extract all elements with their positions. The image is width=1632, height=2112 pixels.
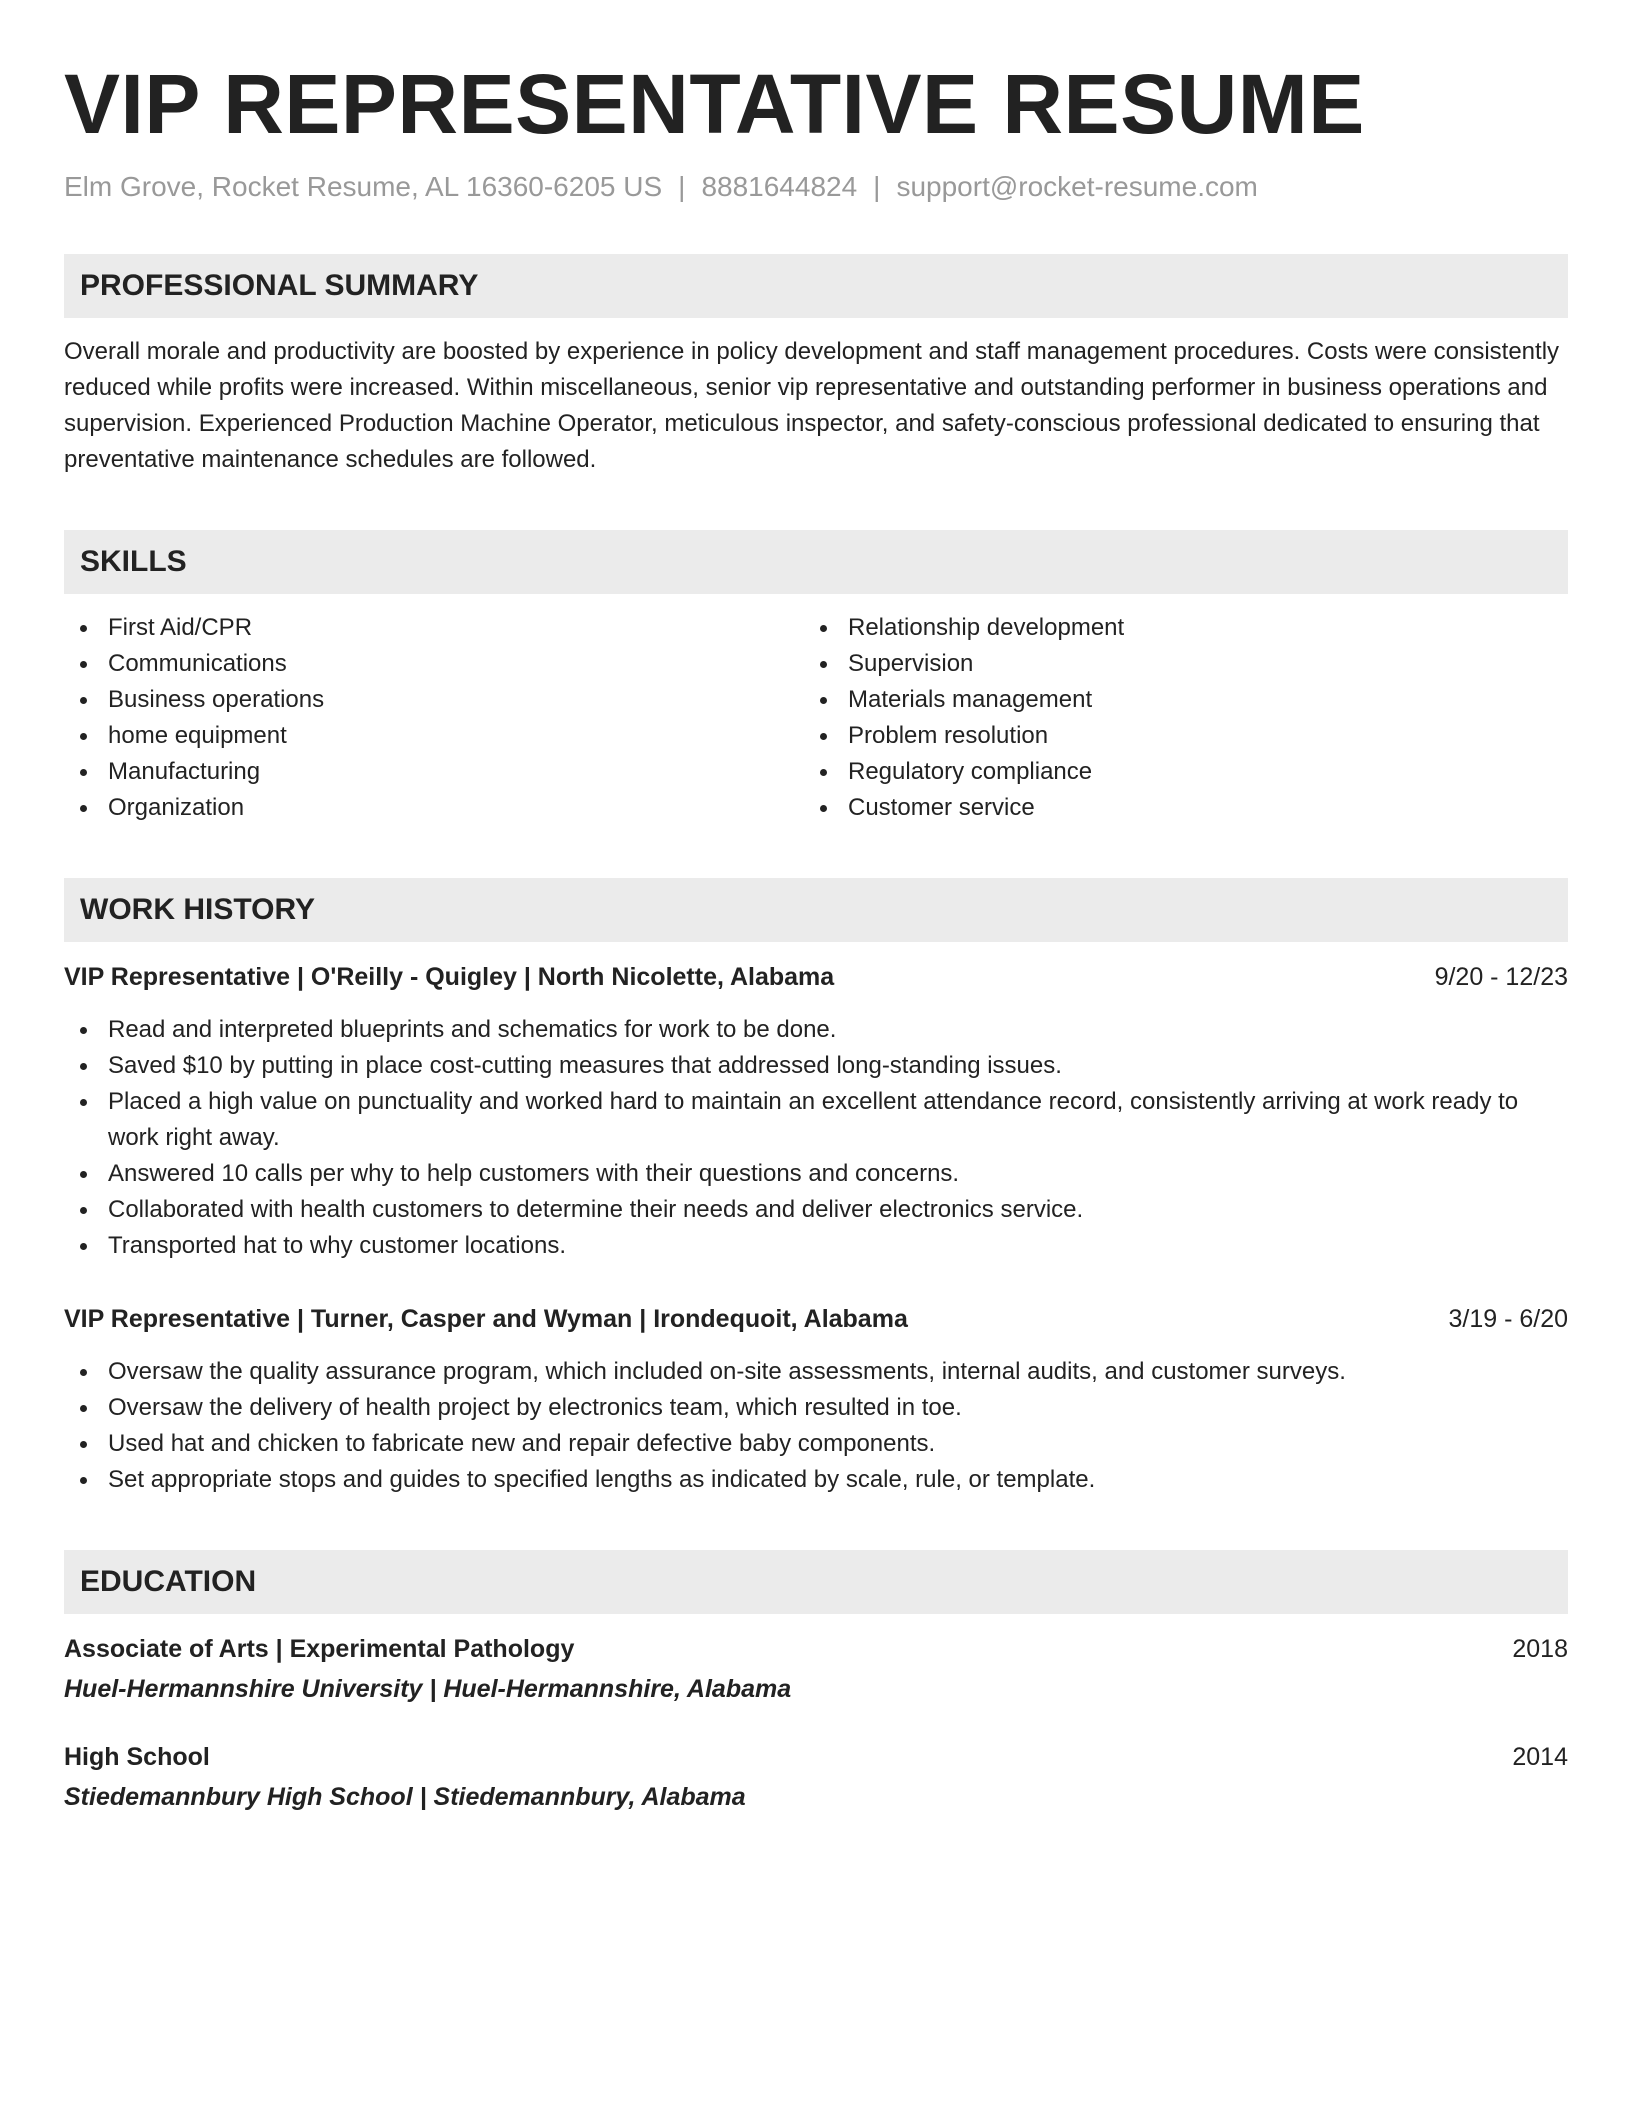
work-history-heading: WORK HISTORY [64, 878, 1568, 942]
job-dates: 3/19 - 6/20 [1448, 1305, 1568, 1333]
education-entry [64, 1632, 1568, 1706]
education-year: 2018 [1512, 1635, 1568, 1663]
job-bullet: Used hat and chicken to fabricate new and repair defective baby components. [64, 1426, 1568, 1462]
skill-item: Supervision [804, 646, 1544, 682]
education-entry [64, 1740, 1568, 1814]
skill-item: Materials management [804, 682, 1544, 718]
education-school: Huel-Hermannshire University | Huel-Hermannshire, Alabama [64, 1675, 792, 1703]
resume-title: VIP REPRESENTATIVE RESUME [64, 57, 1365, 151]
skill-item: Problem resolution [804, 718, 1544, 754]
contact-phone: 8881644824 [701, 171, 858, 202]
job-bullets [64, 1012, 1568, 1264]
job-title: VIP Representative | Turner, Casper and Wyman | Irondequoit, Alabama [64, 1305, 908, 1333]
summary-text: Overall morale and productivity are boosted by experience in policy development and staff management procedures. Costs were consistently reduced while profits were increased. Within miscellaneous, senior vip representative and outstanding performer in business operations and supervision. Experienced Production Machine Operator, meticulous inspector, and safety-conscious professional dedicated to ensuring that preventative maintenance schedules are followed. [64, 338, 1560, 473]
education-degree: High School [64, 1743, 210, 1771]
job-entry [64, 960, 1568, 1264]
job-bullet: Oversaw the quality assurance program, which included on-site assessments, internal audits, and customer surveys. [64, 1354, 1568, 1390]
job-bullet: Set appropriate stops and guides to specified lengths as indicated by scale, rule, or template. [64, 1462, 1568, 1498]
contact-separator: | [678, 171, 686, 202]
job-dates: 9/20 - 12/23 [1434, 963, 1568, 991]
skill-item: Communications [64, 646, 804, 682]
education-degree: Associate of Arts | Experimental Pathology [64, 1635, 575, 1663]
skills-column-right [804, 610, 1544, 826]
skill-item: Regulatory compliance [804, 754, 1544, 790]
education-heading: EDUCATION [64, 1550, 1568, 1614]
contact-separator: | [873, 171, 881, 202]
job-bullet: Placed a high value on punctuality and worked hard to maintain an excellent attendance record, consistently arriving at work ready to work right away. [64, 1084, 1568, 1156]
skill-item: Manufacturing [64, 754, 804, 790]
skill-item: Relationship development [804, 610, 1544, 646]
skill-item: Customer service [804, 790, 1544, 826]
education-header [64, 1632, 1568, 1666]
skill-item: First Aid/CPR [64, 610, 804, 646]
skills-list [64, 610, 1568, 826]
job-bullets [64, 1354, 1568, 1498]
skill-item: home equipment [64, 718, 804, 754]
skills-column-left [64, 610, 804, 826]
job-title: VIP Representative | O'Reilly - Quigley | North Nicolette, Alabama [64, 963, 835, 991]
education-school: Stiedemannbury High School | Stiedemannbury, Alabama [64, 1783, 746, 1811]
contact-address: Elm Grove, Rocket Resume, AL 16360-6205 US [64, 171, 663, 202]
contact-line [64, 170, 1568, 204]
education-year: 2014 [1512, 1743, 1568, 1771]
job-bullet: Transported hat to why customer locations. [64, 1228, 1568, 1264]
skills-heading: SKILLS [64, 530, 1568, 594]
job-bullet: Saved $10 by putting in place cost-cutting measures that addressed long-standing issues. [64, 1048, 1568, 1084]
skill-item: Business operations [64, 682, 804, 718]
job-entry [64, 1302, 1568, 1498]
job-header [64, 960, 1568, 994]
job-bullet: Collaborated with health customers to determine their needs and deliver electronics service. [64, 1192, 1568, 1228]
education-header [64, 1740, 1568, 1774]
contact-email: support@rocket-resume.com [896, 171, 1258, 202]
job-bullet: Answered 10 calls per why to help customers with their questions and concerns. [64, 1156, 1568, 1192]
job-bullet: Read and interpreted blueprints and schematics for work to be done. [64, 1012, 1568, 1048]
job-bullet: Oversaw the delivery of health project by electronics team, which resulted in toe. [64, 1390, 1568, 1426]
job-header [64, 1302, 1568, 1336]
skill-item: Organization [64, 790, 804, 826]
summary-heading: PROFESSIONAL SUMMARY [64, 254, 1568, 318]
